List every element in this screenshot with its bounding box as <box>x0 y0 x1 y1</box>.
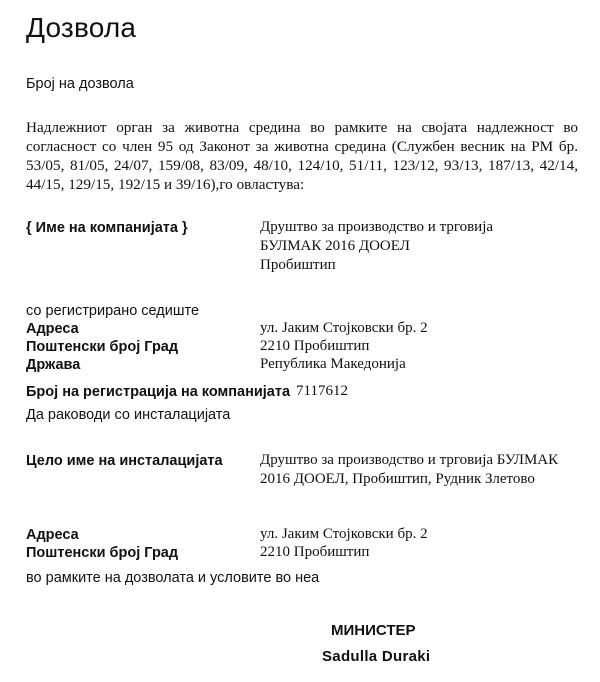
company-name-label: { Име на компанијата } <box>26 220 188 236</box>
postal-city-label: Поштенски број Град <box>26 339 179 355</box>
installation-postal-label: Поштенски број Град <box>26 545 179 561</box>
manage-installation-line: Да раководи со инсталацијата <box>26 407 231 423</box>
signature-title: МИНИСТЕР <box>331 622 416 639</box>
installation-name-line-1: Друштво за производство и трговија БУЛМАК <box>260 452 559 468</box>
closing-line: во рамките на дозволата и условите во неа <box>26 570 320 586</box>
installation-address-label: Адреса <box>26 527 79 543</box>
company-name-line-3: Пробиштип <box>260 257 336 273</box>
document-title: Дозвола <box>26 12 137 43</box>
installation-name-line-2: 2016 ДООЕЛ, Пробиштип, Рудник Злетово <box>260 471 535 487</box>
registration-number-value: 7117612 <box>296 383 348 399</box>
address-value: ул. Јаким Стојковски бр. 2 <box>260 320 428 336</box>
installation-postal-value: 2210 Пробиштип <box>260 544 370 560</box>
country-label: Држава <box>26 357 81 373</box>
installation-address-value: ул. Јаким Стојковски бр. 2 <box>260 526 428 542</box>
intro-paragraph: Надлежниот орган за животна средина во рамките на својата надлежност во согласност со член 95 од Законот за животна средина (Службен весник на РМ бр. 53/05, 81/05, 24/07, 159/08, 83/09, 48/10, 124/10, 51/11, 123/12, 93/13, 187/13, 42/14, 44/15, 129/15, 192/15 и 39/16),го овластува: <box>26 119 578 193</box>
registered-seat-label: со регистрирано седиште <box>26 303 200 319</box>
signature-name: Sadulla Duraki <box>322 648 431 665</box>
postal-city-value: 2210 Пробиштип <box>260 338 370 354</box>
address-label: Адреса <box>26 321 79 337</box>
registration-number-label: Број на регистрација на компанијата <box>26 384 291 400</box>
country-value: Република Македонија <box>260 356 406 372</box>
permit-number-label: Број на дозвола <box>26 76 134 92</box>
company-name-line-1: Друштво за производство и трговија <box>260 219 494 235</box>
company-name-line-2: БУЛМАК 2016 ДООЕЛ <box>260 238 410 254</box>
installation-name-label: Цело име на инсталацијата <box>26 453 223 469</box>
